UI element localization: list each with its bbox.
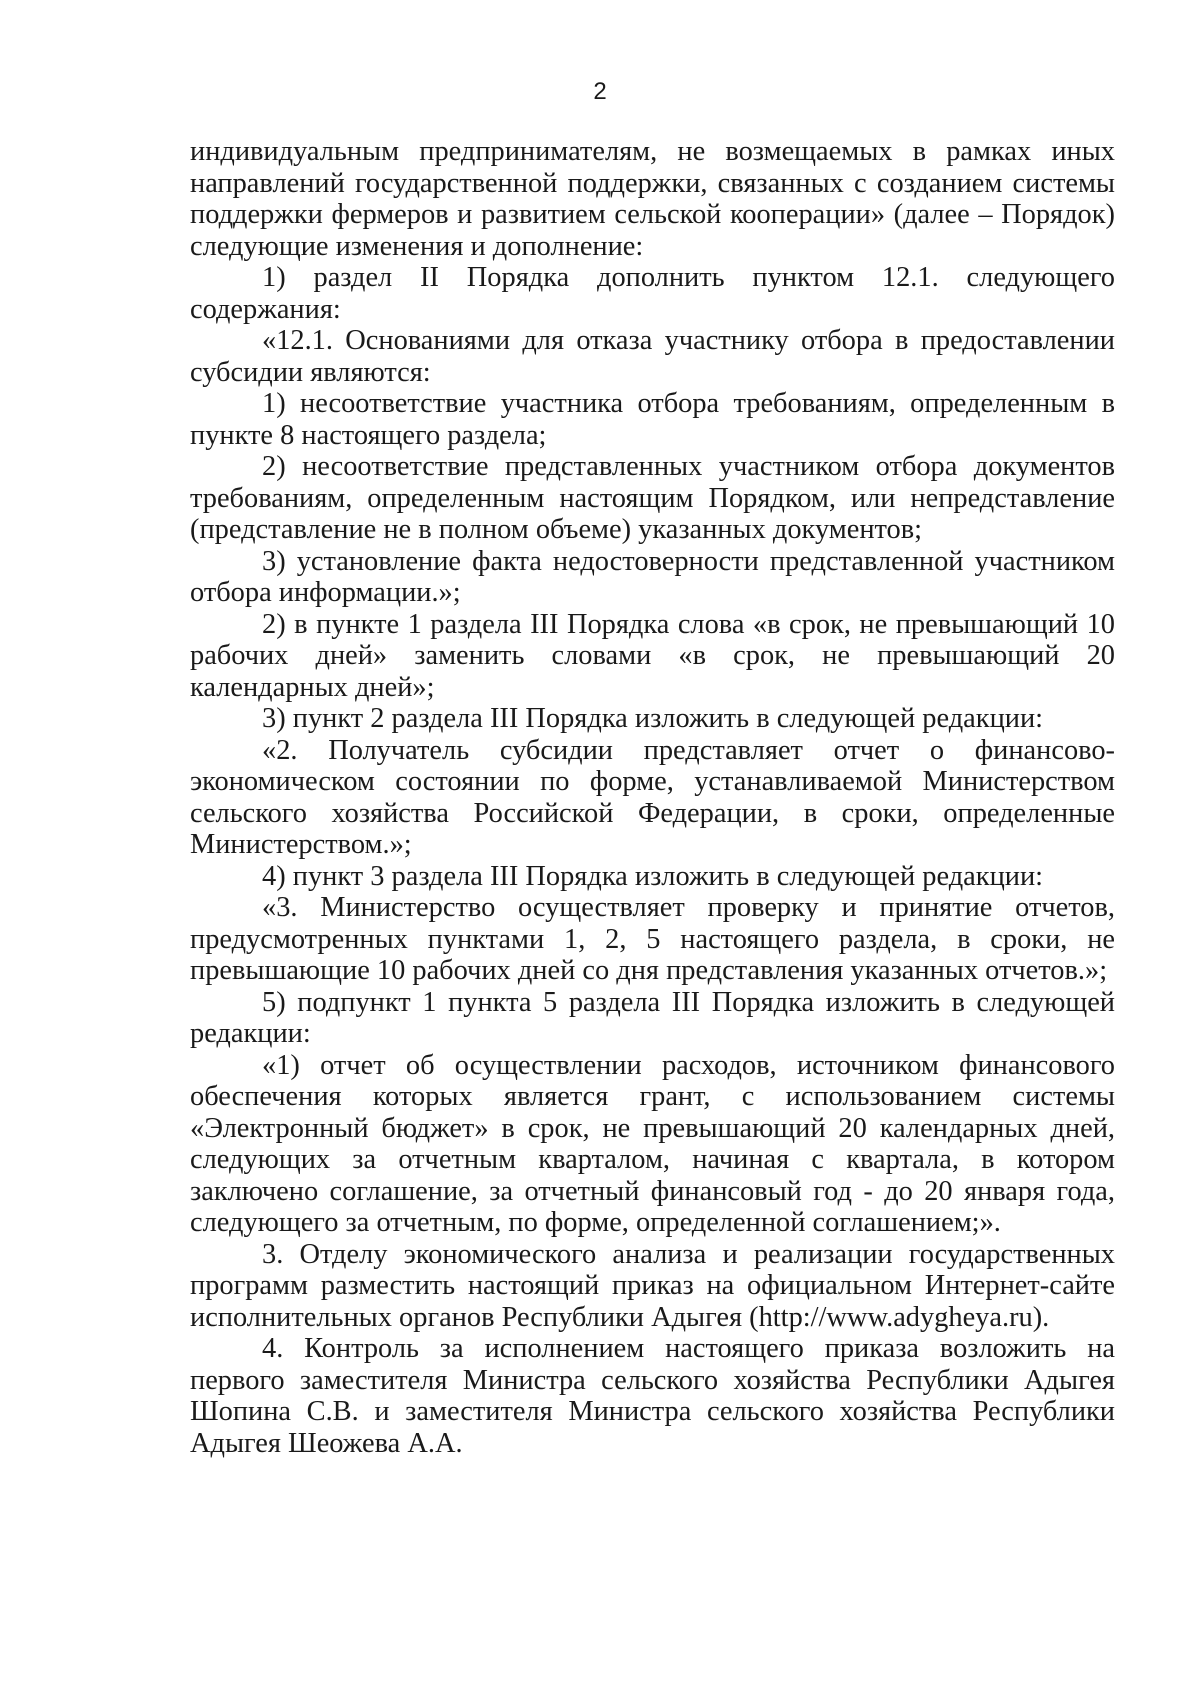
paragraph-item-4: 4. Контроль за исполнением настоящего приказа возложить на первого заместителя Министра сельского хозяйства Республики Адыгея Шопина С.В. и заместителя Министра сельского хозяйства Республики Адыгея Шеожева А.А. xyxy=(190,1333,1115,1459)
paragraph-amendment-3: 3) пункт 2 раздела III Порядка изложить в следующей редакции: xyxy=(262,703,1044,734)
paragraph-amendment-1: 1) раздел II Порядка дополнить пунктом 12.1. следующего содержания: xyxy=(190,262,1115,325)
paragraph-amendment-4: 4) пункт 3 раздела III Порядка изложить в следующей редакции: xyxy=(262,860,1044,892)
paragraph-amendment-2: 2) в пункте 1 раздела III Порядка слова «в срок, не превышающий 10 рабочих дней» заменить словами «в срок, не превышающий 20 календарных дней»; xyxy=(190,608,1115,703)
paragraph-item-3: 3. Отделу экономического анализа и реализации государственных программ разместить настоящий приказ на официальном Интернет-сайте исполнительных органов Республики Адыгея (http://www.adygheya.ru). xyxy=(190,1238,1115,1333)
paragraph-amendment-5: 5) подпункт 1 пункта 5 раздела III Порядка изложить в следующей редакции: xyxy=(190,986,1115,1049)
paragraph-clause-2: «2. Получатель субсидии представляет отчет о финансово-экономическом состоянии по форме, устанавливаемой Министерством сельского хозяйства Российской Федерации, в сроки, определенные Министерством.»; xyxy=(190,734,1115,860)
paragraph-continuation: индивидуальным предпринимателям, не возмещаемых в рамках иных направлений государственной поддержки, связанных с созданием системы поддержки фермеров и развитием сельской кооперации» (далее – Порядок) следующие изменения и дополнение: xyxy=(190,136,1115,262)
document-body xyxy=(190,136,1115,1459)
paragraph-clause-3: «3. Министерство осуществляет проверку и принятие отчетов, предусмотренных пунктами 1, 2, 5 настоящего раздела, в сроки, не превышающие 10 рабочих дней со дня представления указанных отчетов.»; xyxy=(190,892,1115,986)
paragraph-ground-3: 3) установление факта недостоверности представленной участником отбора информации.»; xyxy=(190,545,1115,608)
page-number: 2 xyxy=(593,78,607,105)
paragraph-ground-1: 1) несоответствие участника отбора требованиям, определенным в пункте 8 настоящего раздела; xyxy=(190,388,1115,451)
paragraph-clause-12-1: «12.1. Основаниями для отказа участнику отбора в предоставлении субсидии являются: xyxy=(190,325,1115,388)
paragraph-ground-2: 2) несоответствие представленных участником отбора документов требованиям, определенным настоящим Порядком, или непредставление (представление не в полном объеме) указанных документов; xyxy=(190,451,1115,545)
paragraph-subclause-1: «1) отчет об осуществлении расходов, источником финансового обеспечения которых является грант, с использованием системы «Электронный бюджет» в срок, не превышающий 20 календарных дней, следующих за отчетным кварталом, начиная с квартала, в котором заключено соглашение, за отчетный финансовый год - до 20 января года, следующего за отчетным, по форме, определенной соглашением;». xyxy=(190,1049,1115,1238)
